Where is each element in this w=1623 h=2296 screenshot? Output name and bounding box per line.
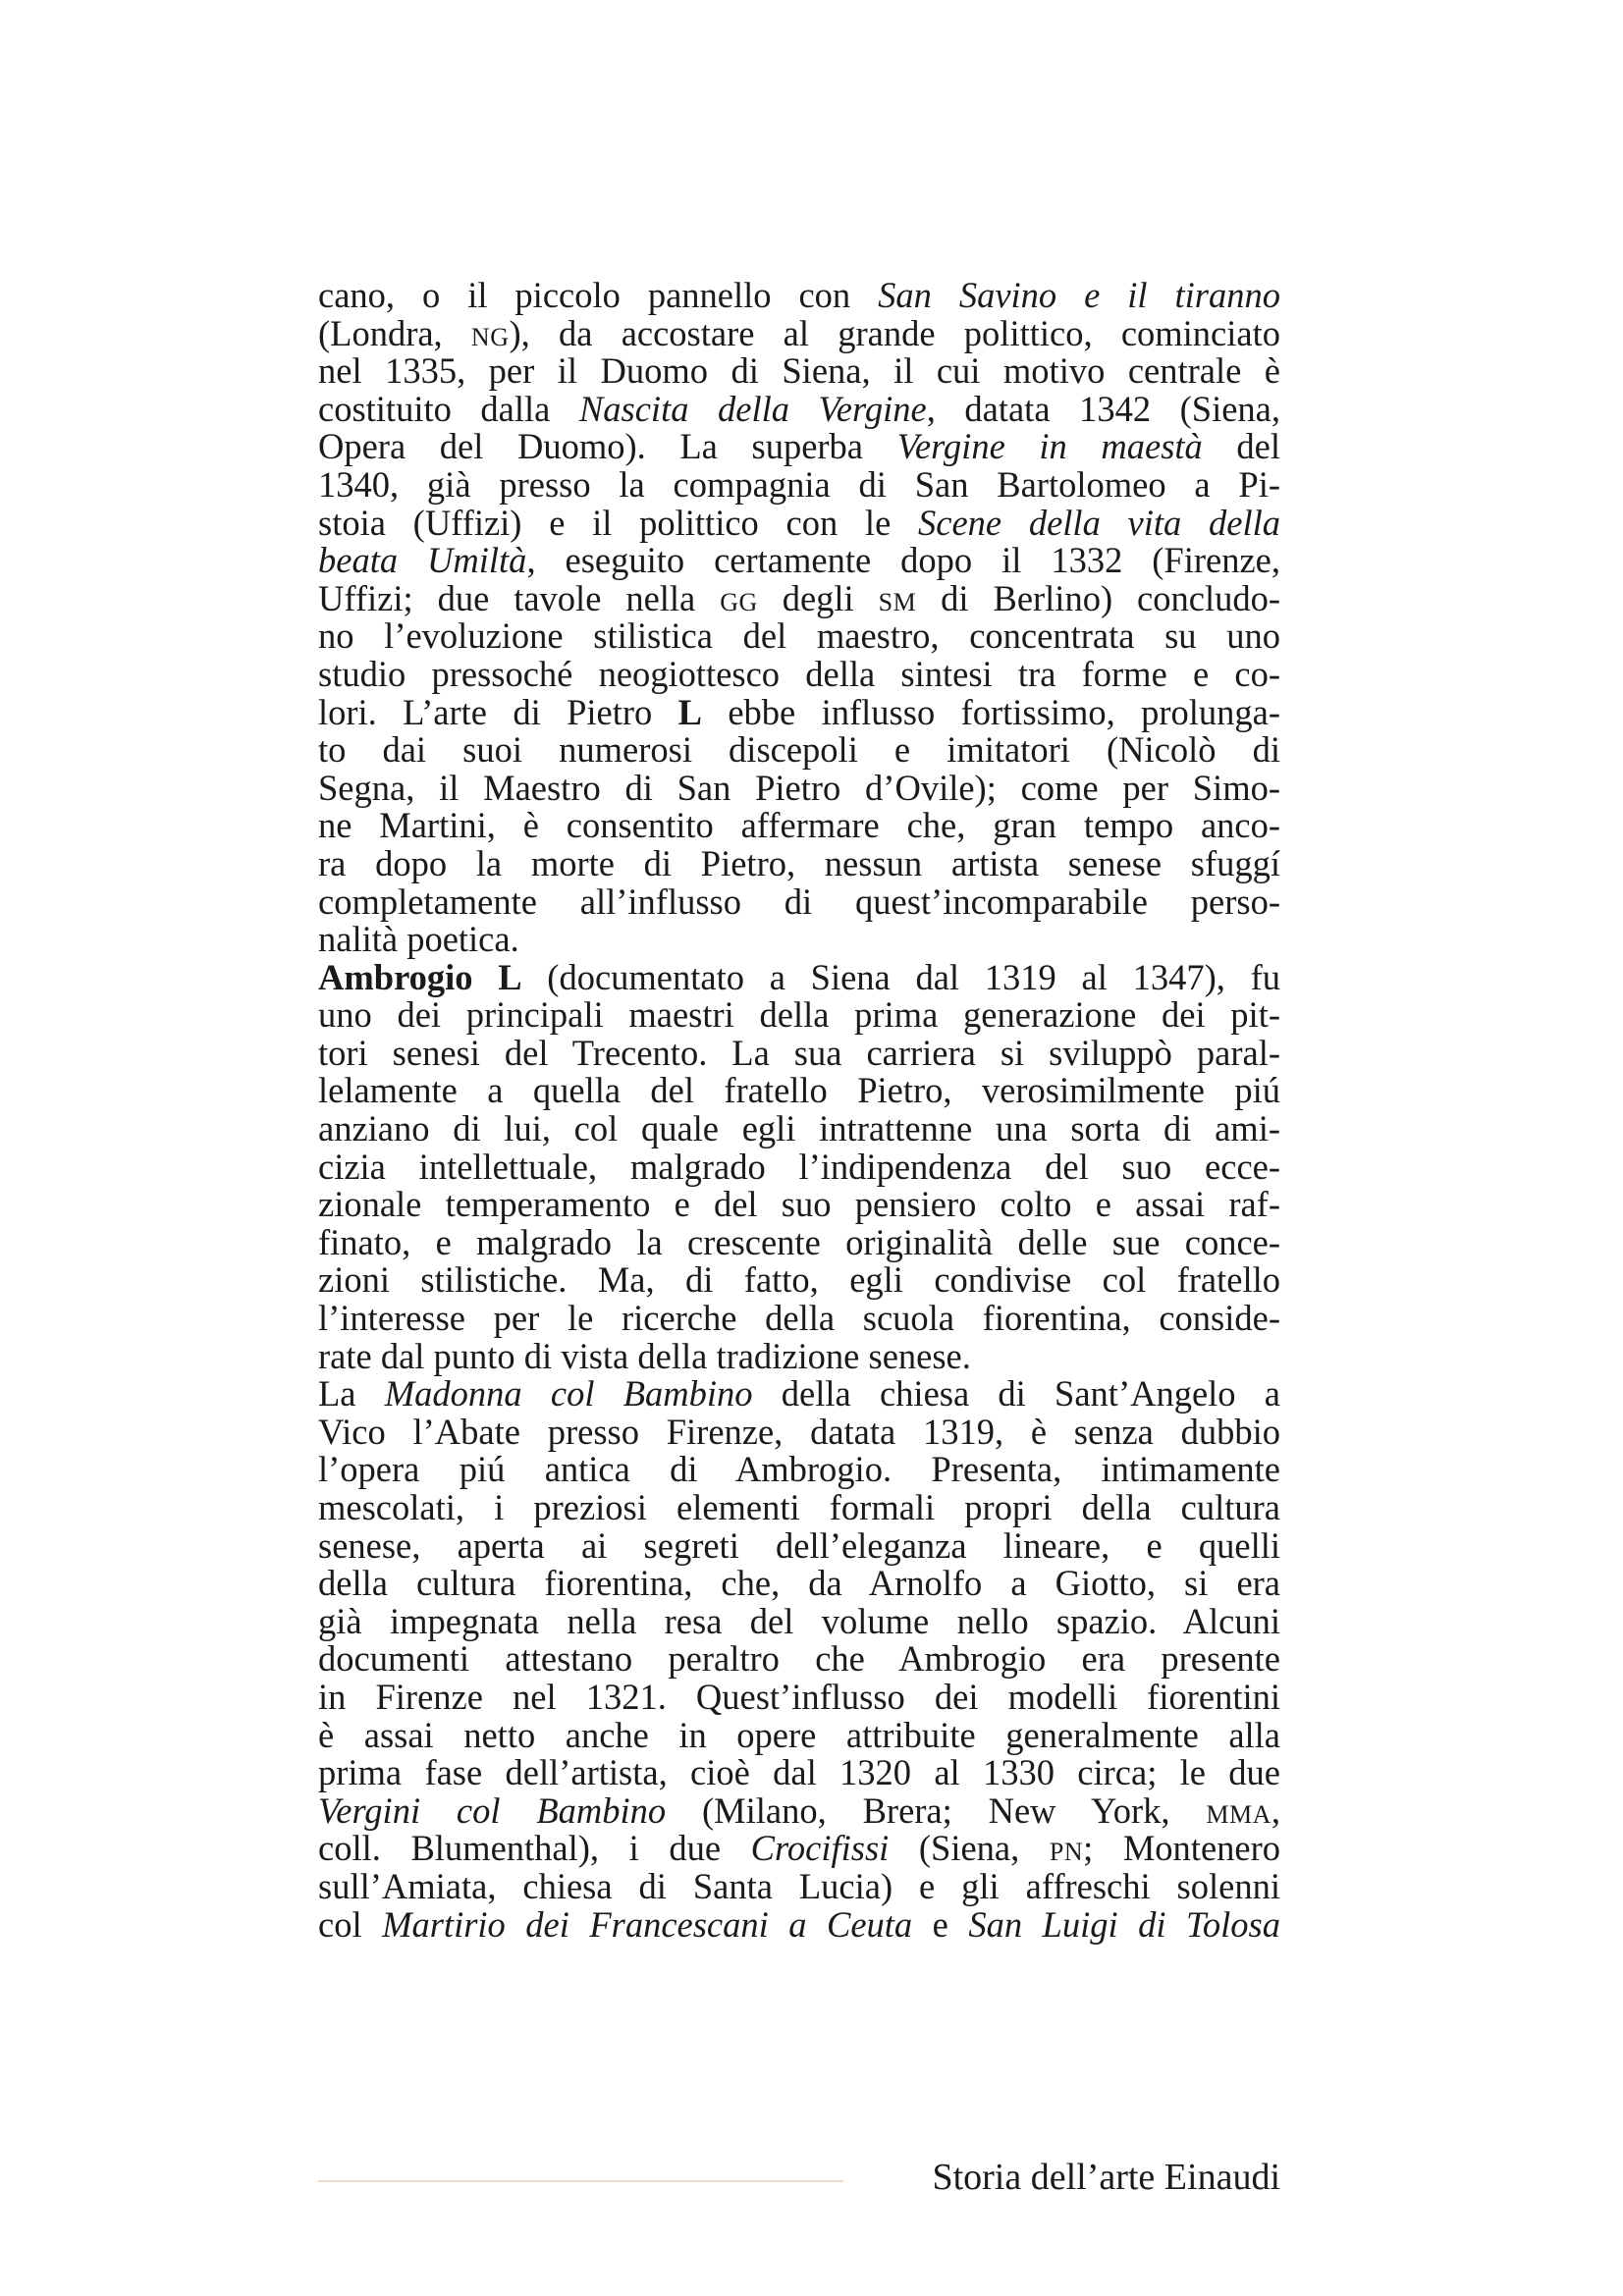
text-line — [318, 312, 1280, 353]
text-line — [318, 1186, 1280, 1224]
text-line — [318, 731, 1280, 770]
text-run: cizia intellettuale, malgrado l’indipendenza del suo ecce- — [318, 1146, 1280, 1187]
text-line — [318, 767, 1280, 808]
text-run: è assai netto anche in opere attribuite generalmente alla — [318, 1714, 1280, 1755]
text-run: , eseguito certamente dopo il 1332 (Firenze, — [526, 540, 1280, 581]
text-run: lelamente a quella del fratello Pietro, verosimilmente piú — [318, 1070, 1280, 1111]
text-line — [318, 1261, 1280, 1300]
text-run: l’opera piú antica di Ambrogio. Presenta, intimamente — [318, 1449, 1280, 1490]
text-run: della cultura fiorentina, che, da Arnolfo a Giotto, si era — [318, 1563, 1280, 1604]
footer-title: Storia dell’arte Einaudi — [932, 2157, 1280, 2198]
text-run: tori senesi del Trecento. La sua carriera si sviluppò paral- — [318, 1032, 1280, 1073]
text-line — [318, 577, 1280, 618]
body-text — [318, 277, 1280, 1944]
text-run: ebbe influsso fortissimo, prolunga- — [702, 691, 1280, 732]
text-line — [318, 1600, 1280, 1641]
small-caps-text: ng — [470, 312, 510, 353]
text-line — [318, 1032, 1280, 1073]
text-run: del — [1202, 426, 1281, 467]
text-run: La — [318, 1373, 385, 1415]
text-line — [318, 1565, 1280, 1603]
text-line — [318, 1865, 1280, 1906]
text-run: lori. L’arte di Pietro — [318, 691, 678, 732]
text-run: Vico l’Abate presso Firenze, datata 1319, è senza dubbio — [318, 1411, 1280, 1452]
small-caps-text: mma — [1206, 1789, 1271, 1831]
text-run: studio pressoché neogiottesco della sintesi tra forme e co- — [318, 653, 1280, 694]
text-line — [318, 1110, 1280, 1148]
italic-text: Vergine in maestà — [896, 426, 1203, 467]
text-run: col — [318, 1903, 383, 1945]
text-run: nalità poetica. — [318, 919, 519, 960]
text-run: (Londra, — [318, 312, 471, 353]
text-run: e — [912, 1903, 969, 1945]
text-run: senese, aperta ai segreti dell’eleganza lineare, e quelli — [318, 1524, 1280, 1566]
text-run: no l’evoluzione stilistica del maestro, concentrata su uno — [318, 615, 1280, 657]
text-line — [318, 428, 1280, 466]
text-run: ), da accostare al grande polittico, cominciato — [509, 312, 1280, 353]
text-line — [318, 1789, 1280, 1831]
text-run: costituito dalla — [318, 388, 579, 429]
text-line — [318, 653, 1280, 694]
italic-text: Crocifissi — [750, 1828, 890, 1869]
text-line — [318, 277, 1280, 315]
text-run: ne Martini, è consentito affermare che, gran tempo anco- — [318, 805, 1280, 846]
text-run: già impegnata nella resa del volume nello spazio. Alcuni — [318, 1600, 1280, 1641]
text-run: completamente all’influsso di quest’incomparabile perso- — [318, 881, 1280, 922]
text-run: , datata 1342 (Siena, — [926, 388, 1281, 429]
text-run: sull’Amiata, chiesa di Santa Lucia) e gli affreschi solenni — [318, 1865, 1280, 1906]
italic-text: San Luigi di Tolosa — [968, 1903, 1280, 1945]
text-line — [318, 1300, 1280, 1338]
text-run: in Firenze nel 1321. Quest’influsso dei modelli fiorentini — [318, 1676, 1280, 1717]
text-line — [318, 1640, 1280, 1679]
text-run: nel 1335, per il Duomo di Siena, il cui motivo centrale è — [318, 350, 1280, 392]
text-line — [318, 1830, 1280, 1868]
text-run: rate dal punto di vista della tradizione senese. — [318, 1335, 971, 1376]
text-line — [318, 883, 1280, 922]
text-run: degli — [757, 577, 879, 618]
text-line — [318, 617, 1280, 656]
text-run: uno dei principali maestri della prima generazione dei pit- — [318, 994, 1280, 1036]
italic-text: Nascita della Vergine — [578, 388, 927, 429]
text-line — [318, 1148, 1280, 1187]
text-line — [318, 1524, 1280, 1566]
italic-text: beata Umiltà — [318, 540, 527, 581]
text-line — [318, 1221, 1280, 1262]
text-line — [318, 1676, 1280, 1717]
text-line — [318, 956, 1280, 997]
text-run: cano, o il piccolo pannello con — [318, 275, 879, 315]
text-run: stoia (Uffizi) e il polittico con le — [318, 502, 919, 543]
text-run: (Siena, — [889, 1828, 1050, 1869]
text-line — [318, 1451, 1280, 1489]
text-run: , — [1271, 1789, 1280, 1831]
text-line — [318, 691, 1280, 732]
text-line — [318, 996, 1280, 1035]
small-caps-text: sm — [878, 577, 917, 618]
text-run: anziano di lui, col quale egli intrattenne una sorta di ami- — [318, 1108, 1280, 1149]
text-line — [318, 1489, 1280, 1527]
text-run: Opera del Duomo). La superba — [318, 426, 897, 467]
text-run: (documentato a Siena dal 1319 al 1347), fu — [521, 956, 1280, 997]
text-run: zionale temperamento e del suo pensiero colto e assai raf- — [318, 1184, 1280, 1225]
text-run: zioni stilistiche. Ma, di fatto, egli condivise col fratello — [318, 1259, 1280, 1301]
text-line — [318, 463, 1280, 505]
italic-text: San Savino e il tiranno — [878, 275, 1281, 315]
bold-text: Ambrogio L — [318, 956, 522, 997]
text-line — [318, 1411, 1280, 1452]
text-line — [318, 502, 1280, 543]
text-run: ra dopo la morte di Pietro, nessun artista senese sfuggí — [318, 842, 1280, 883]
text-run: prima fase dell’artista, cioè dal 1320 al 1330 circa; le due — [318, 1752, 1280, 1793]
small-caps-text: pn — [1049, 1828, 1084, 1869]
bold-text: L — [677, 691, 702, 732]
text-run: finato, e malgrado la crescente originalità delle sue conce- — [318, 1221, 1280, 1262]
text-run: di Berlino) concludo- — [916, 577, 1280, 618]
text-line — [318, 1072, 1280, 1110]
small-caps-text: gg — [720, 577, 758, 618]
text-run: Segna, il Maestro di San Pietro d’Ovile); come per Simo- — [318, 767, 1280, 808]
italic-text: Madonna col Bambino — [384, 1373, 753, 1415]
text-run: ; Montenero — [1083, 1828, 1280, 1869]
italic-text: Vergini col Bambino — [318, 1789, 667, 1831]
text-run: documenti attestano peraltro che Ambrogio era presente — [318, 1638, 1280, 1680]
italic-text: Scene della vita della — [918, 502, 1280, 543]
text-run: mescolati, i preziosi elementi formali propri della cultura — [318, 1487, 1280, 1527]
text-line — [318, 842, 1280, 883]
text-line — [318, 807, 1280, 845]
text-run: (Milano, Brera; New York, — [666, 1789, 1207, 1831]
text-line — [318, 921, 1280, 959]
text-run: Uffizi; due tavole nella — [318, 577, 721, 618]
text-run: to dai suoi numerosi discepoli e imitatori (Nicolò di — [318, 729, 1280, 771]
text-line — [318, 1335, 1280, 1376]
text-line — [318, 1903, 1280, 1945]
text-run: coll. Blumenthal), i due — [318, 1828, 751, 1869]
text-line — [318, 1754, 1280, 1792]
text-run: l’interesse per le ricerche della scuola fiorentina, conside- — [318, 1298, 1280, 1339]
footer-rule — [318, 2180, 843, 2182]
text-run: 1340, già presso la compagnia di San Bartolomeo a Pi- — [318, 463, 1280, 505]
text-line — [318, 542, 1280, 580]
text-line — [318, 388, 1281, 429]
text-line — [318, 1714, 1280, 1755]
text-line — [318, 352, 1280, 391]
italic-text: Martirio dei Francescani a Ceuta — [382, 1903, 913, 1945]
text-line — [318, 1375, 1280, 1414]
text-run: della chiesa di Sant’Angelo a — [752, 1373, 1281, 1415]
